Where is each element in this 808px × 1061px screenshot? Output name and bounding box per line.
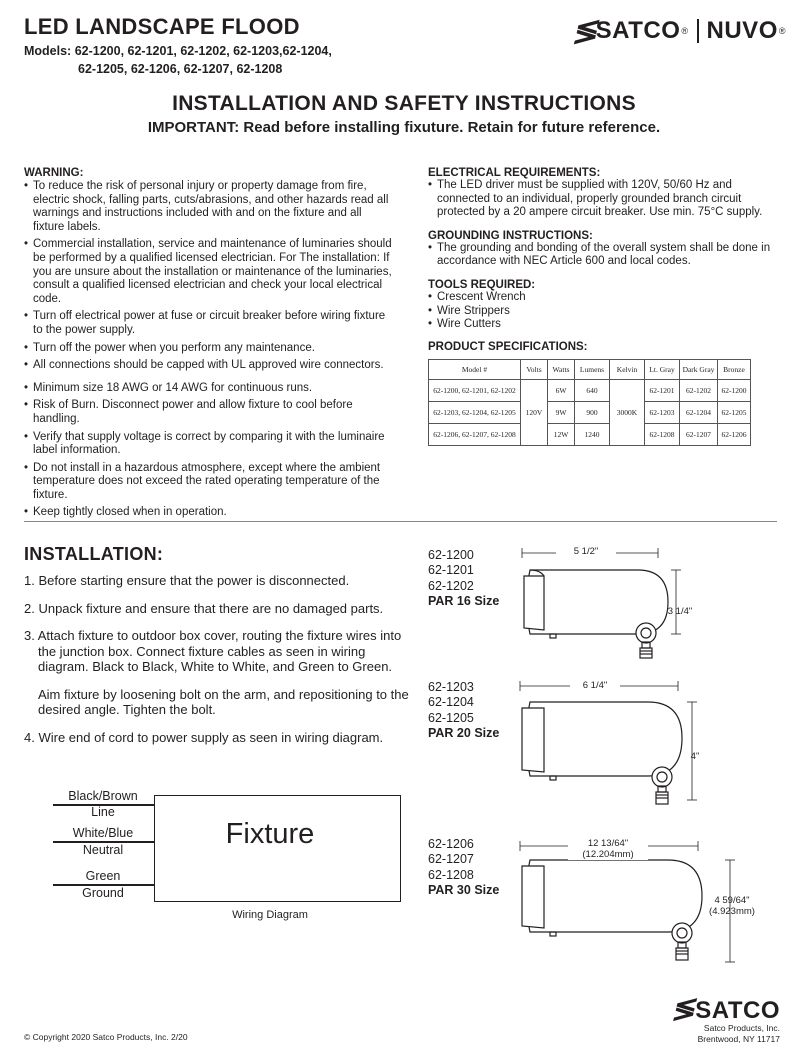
table-cell: 62-1206 <box>718 423 751 445</box>
table-cell: 62-1207 <box>680 423 718 445</box>
install-step: 2. Unpack fixture and ensure that there are no damaged parts. <box>24 600 384 616</box>
par30-width-in: 12 13/64" <box>587 838 629 849</box>
satco-s-icon: ≶ <box>572 14 598 48</box>
wire-ground-color: Green <box>85 869 121 883</box>
brand-nuvo: NUVO <box>706 17 778 44</box>
par30-height-in: 4 59/64" <box>714 895 750 906</box>
model-list <box>24 42 332 78</box>
warning-item: • Do not install in a hazardous atmosphere, except where the ambient temperature does not exceed the rated operating temperature of the fixture. <box>24 462 396 503</box>
warning-item: • All connections should be capped with UL approved wire connectors. <box>24 359 396 373</box>
install-step: Aim fixture by loosening bolt on the arm, and repositioning to the desired angle. Tighten the bolt. <box>38 686 409 717</box>
wire-line-label: Line <box>91 805 115 819</box>
install-step: 4. Wire end of cord to power supply as seen in wiring diagram. <box>24 729 384 745</box>
table-cell: 62-1200, 62-1201, 62-1202 <box>429 379 521 401</box>
model-number: 62-1200 <box>428 548 474 562</box>
wire-line-color: Black/Brown <box>68 789 138 803</box>
wire-ground-label: Ground <box>82 886 124 900</box>
table-header: Dark Gray <box>680 359 718 379</box>
models-line-2: 62-1205, 62-1206, 62-1207, 62-1208 <box>78 62 283 76</box>
par20-width-label: 6 1/4" <box>570 680 620 691</box>
table-cell: 6W <box>548 379 575 401</box>
warning-item: • Turn off electrical power at fuse or circuit breaker before wiring fixture to the power supply. <box>24 310 396 337</box>
table-header: Model # <box>429 359 521 379</box>
warning-item: • Minimum size 18 AWG or 14 AWG for continuous runs. <box>24 382 396 396</box>
tool-item: • Wire Cutters <box>428 318 788 332</box>
wire-neutral-label: Neutral <box>82 843 124 857</box>
wire-neutral-color: White/Blue <box>72 826 134 840</box>
company-name: Satco Products, Inc. <box>703 1023 780 1033</box>
table-row <box>429 379 751 401</box>
size-group-par20 <box>428 680 499 742</box>
par16-width-label: 5 1/2" <box>556 546 616 557</box>
table-header: Lumens <box>575 359 610 379</box>
brand-satco: SATCO <box>595 17 681 44</box>
par-size: PAR 30 Size <box>428 883 500 898</box>
warning-item: • Turn off the power when you perform any maintenance. <box>24 342 396 356</box>
warning-item: • Commercial installation, service and maintenance of luminaries should be performed by a qualified licensed electrician. For The installation: If you are unsure about the installation or maintenance of the luminaries, consult a qualified licensed electrician and check your local electrical code. <box>24 238 396 306</box>
size-group-par30 <box>428 837 499 899</box>
model-number: 62-1206 <box>428 837 474 851</box>
model-number: 62-1205 <box>428 710 474 725</box>
warning-section <box>24 167 396 524</box>
table-cell: 900 <box>575 401 610 423</box>
warning-item: • To reduce the risk of personal injury or property damage from fire, electric shock, falling parts, cuts/abrasions, and other hazards read all warnings and instructions included with and on the fixture and all fixture labels. <box>24 180 396 234</box>
grounding-text: • The grounding and bonding of the overall system shall be done in accordance with NEC Article 600 and local codes. <box>428 242 788 269</box>
par30-width-mm: (12.204mm) <box>582 849 634 860</box>
electrical-title: ELECTRICAL REQUIREMENTS: <box>428 167 601 179</box>
install-step: 3. Attach fixture to outdoor box cover, routing the fixture wires into the junction box. Connect fixture cables as seen in wiring diagram. Black to Black, White to White, and Green to Green. <box>24 628 402 674</box>
installation-steps <box>24 573 414 757</box>
model-number: 62-1201 <box>428 563 474 578</box>
tool-item: • Wire Strippers <box>428 305 788 319</box>
table-cell: 62-1208 <box>645 423 680 445</box>
satco-nuvo-logo: ≶ SATCO ® NUVO ® <box>572 14 786 48</box>
satco-s-icon: ≶ <box>671 993 696 1024</box>
table-row <box>429 423 751 445</box>
table-header: Watts <box>548 359 575 379</box>
table-header: Volts <box>521 359 548 379</box>
installation-title: INSTALLATION: <box>24 544 164 564</box>
table-cell: 1240 <box>575 423 610 445</box>
warning-title: WARNING: <box>24 167 84 179</box>
par-size: PAR 16 Size <box>428 594 500 609</box>
specs-title: PRODUCT SPECIFICATIONS: <box>428 340 588 353</box>
table-cell: 640 <box>575 379 610 401</box>
par16-fixture-drawing <box>508 540 708 670</box>
section-divider <box>24 521 777 522</box>
par30-height-label <box>702 895 762 917</box>
tool-item: • Crescent Wrench <box>428 291 788 305</box>
par-size: PAR 20 Size <box>428 726 500 741</box>
size-group-par16 <box>428 548 499 610</box>
par30-width-label <box>568 838 648 860</box>
table-cell: 62-1201 <box>645 379 680 401</box>
table-cell: 62-1206, 62-1207, 62-1208 <box>429 423 521 445</box>
table-cell: 12W <box>548 423 575 445</box>
tools-title: TOOLS REQUIRED: <box>428 278 536 291</box>
par20-fixture-drawing <box>508 676 708 816</box>
brand-separator <box>697 19 699 43</box>
warning-item: • Verify that supply voltage is correct by comparing it with the luminaire label information. <box>24 431 396 458</box>
fixture-label: Fixture <box>225 818 315 850</box>
wiring-caption: Wiring Diagram <box>232 909 308 921</box>
warning-item: • Risk of Burn. Disconnect power and allow fixture to cool before handling. <box>24 399 396 426</box>
models-line-1: Models: 62-1200, 62-1201, 62-1202, 62-1203,62-1204, <box>24 44 332 58</box>
table-header: Lt. Gray <box>645 359 680 379</box>
par16-height-label: 3 1/4" <box>667 606 693 617</box>
model-number: 62-1202 <box>428 578 474 593</box>
warning-item: • Keep tightly closed when in operation. <box>24 506 396 520</box>
table-cell: 62-1203 <box>645 401 680 423</box>
table-header-row <box>429 359 751 379</box>
table-header: Kelvin <box>610 359 645 379</box>
table-cell: 62-1205 <box>718 401 751 423</box>
table-cell: 62-1202 <box>680 379 718 401</box>
requirements-section <box>428 167 788 446</box>
model-number: 62-1203 <box>428 680 474 694</box>
copyright: © Copyright 2020 Satco Products, Inc. 2/20 <box>24 1032 188 1042</box>
footer-brand: SATCO <box>695 997 780 1024</box>
main-heading: INSTALLATION AND SAFETY INSTRUCTIONS <box>172 92 636 115</box>
par20-height-label: 4" <box>690 751 700 762</box>
table-header: Bronze <box>718 359 751 379</box>
satco-footer-logo <box>671 992 780 1025</box>
document-title: LED LANDSCAPE FLOOD <box>24 14 300 39</box>
table-cell: 62-1200 <box>718 379 751 401</box>
specs-table <box>428 359 751 446</box>
model-number: 62-1207 <box>428 852 474 867</box>
table-cell: 9W <box>548 401 575 423</box>
model-number: 62-1208 <box>428 867 474 882</box>
company-city: Brentwood, NY 11717 <box>697 1034 780 1044</box>
volts-cell: 120V <box>521 379 548 445</box>
kelvin-cell: 3000K <box>610 379 645 445</box>
sub-heading: IMPORTANT: Read before installing fixuture. Retain for future reference. <box>147 119 661 136</box>
grounding-title: GROUNDING INSTRUCTIONS: <box>428 229 593 242</box>
table-row <box>429 401 751 423</box>
install-step: 1. Before starting ensure that the power is disconnected. <box>24 573 350 588</box>
electrical-text: • The LED driver must be supplied with 120V, 50/60 Hz and connected to an individual, properly grounded branch circuit protected by a 20 ampere circuit breaker. Use min. 75°C supply. <box>428 179 788 220</box>
model-number: 62-1204 <box>428 695 474 710</box>
par30-height-mm: (4.923mm) <box>709 906 755 917</box>
table-cell: 62-1204 <box>680 401 718 423</box>
company-address <box>698 1023 780 1045</box>
table-cell: 62-1203, 62-1204, 62-1205 <box>429 401 521 423</box>
